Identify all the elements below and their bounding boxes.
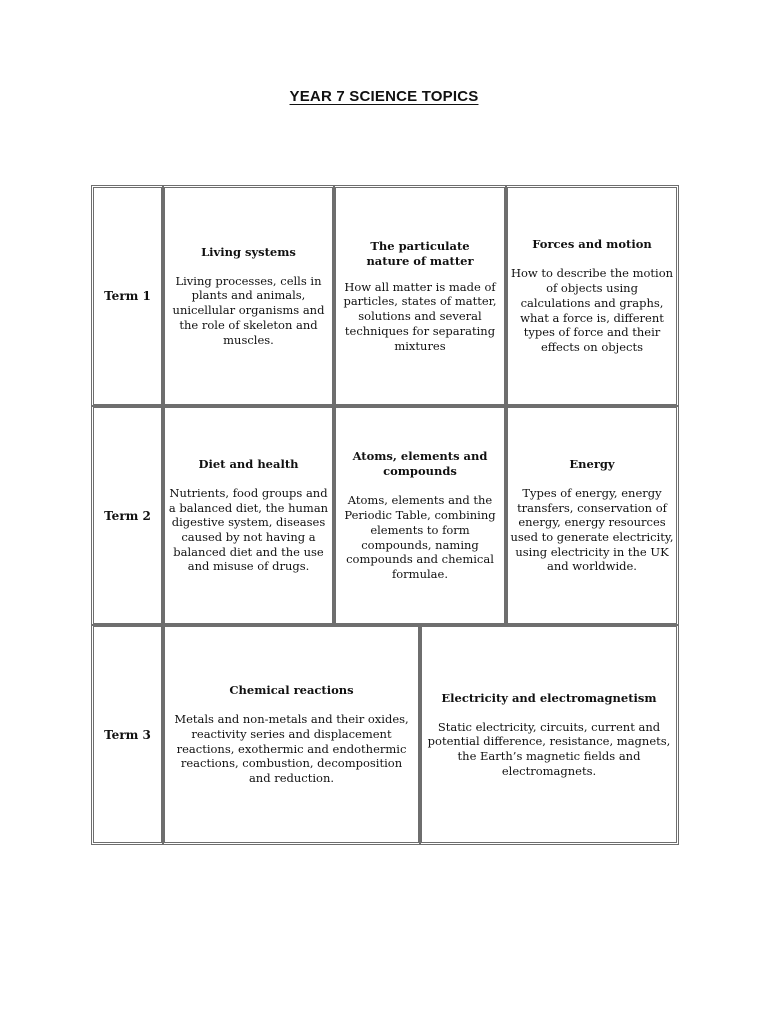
topic-title: Energy: [569, 456, 615, 471]
topic-title: Atoms, elements and compounds: [352, 449, 488, 479]
topics-table: [91, 185, 679, 845]
topic-description: How to describe the motion of objects using calculations and graphs, what a force is, different types of force and their effects on objects: [510, 266, 674, 354]
topic-cell-energy: [505, 405, 679, 626]
document-title: YEAR 7 SCIENCE TOPICS: [289, 88, 479, 105]
topic-cell-atoms-elements-and-compounds: [333, 405, 507, 626]
topic-description: Nutrients, food groups and a balanced diet, the human digestive system, diseases caused by not having a balanced diet and the use and misuse of drugs.: [168, 485, 329, 574]
term-1-label-cell: [91, 185, 164, 407]
term-3-label-cell: [91, 624, 164, 845]
topic-description: How all matter is made of particles, states of matter, solutions and several techniques for separating mixtures: [343, 279, 497, 353]
topic-cell-forces-and-motion: [505, 185, 679, 407]
topic-title: The particulate nature of matter: [366, 238, 474, 268]
topic-cell-chemical-reactions: [162, 624, 421, 845]
topic-description: Static electricity, circuits, current and potential difference, resistance, magnets, the Earth’s magnetic fields and electromagnets.: [427, 719, 671, 778]
term-2-label-cell: [91, 405, 164, 626]
topic-title: Diet and health: [198, 456, 299, 471]
topic-description: Types of energy, energy transfers, conservation of energy, energy resources used to generate electricity, using electricity in the UK and worldwide.: [510, 485, 674, 574]
topic-title: Forces and motion: [532, 237, 652, 252]
topic-description: Atoms, elements and the Periodic Table, combining elements to form compounds, naming compounds and chemical formulae.: [344, 493, 496, 581]
term-label: Term 2: [104, 508, 151, 523]
topic-description: Living processes, cells in plants and animals, unicellular organisms and the role of skeleton and muscles.: [172, 273, 325, 347]
topic-title: Electricity and electromagnetism: [441, 690, 657, 705]
topic-cell-particulate-nature-of-matter: [333, 185, 507, 407]
topic-title: Living systems: [201, 244, 296, 259]
topic-cell-diet-and-health: [162, 405, 335, 626]
topic-title: Chemical reactions: [229, 683, 354, 698]
term-label: Term 3: [104, 727, 151, 742]
topic-cell-electricity-and-electromagnetism: [419, 624, 679, 845]
topic-cell-living-systems: [162, 185, 335, 407]
topic-description: Metals and non-metals and their oxides, reactivity series and displacement reactions, exothermic and endothermic reactions, combustion, decomposition and reduction.: [174, 712, 409, 786]
term-label: Term 1: [104, 289, 151, 303]
